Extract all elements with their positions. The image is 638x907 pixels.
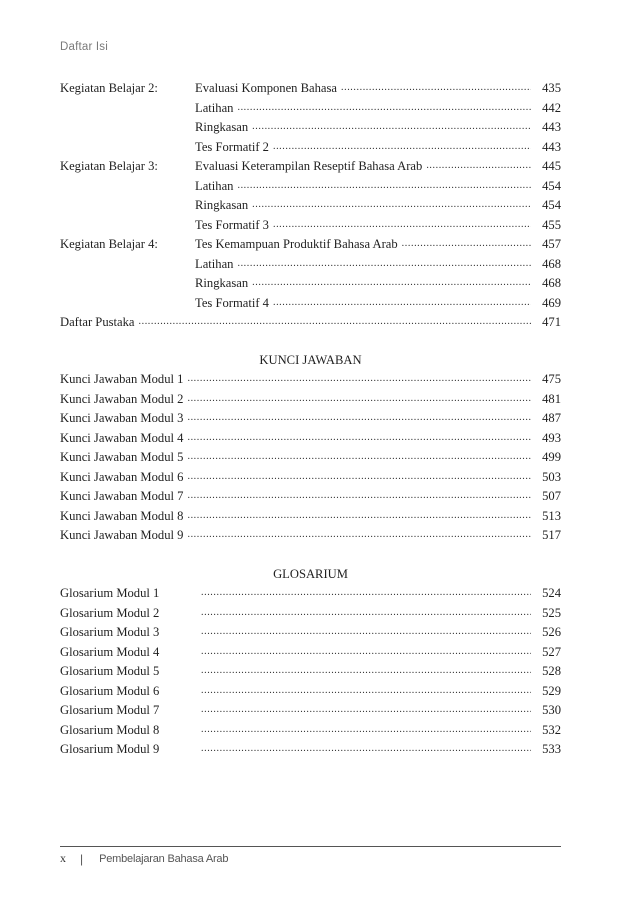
toc-entry-page: 468 [542,256,561,271]
dot-leader [201,604,531,624]
toc-entry[interactable] [60,526,561,546]
toc-entry-title: Latihan [195,100,234,115]
toc-entry-page: 481 [542,391,561,406]
toc-entry-page: 526 [542,625,561,639]
toc-entry-title: Glosarium Modul 6 [60,683,160,698]
dot-leader [187,487,531,507]
toc-entry[interactable] [60,487,561,507]
dot-leader [402,235,531,255]
toc-entry-title: Evaluasi Komponen Bahasa [195,81,337,95]
toc-entry-page: 475 [542,372,561,386]
toc-entry-title: Tes Formatif 3 [195,217,269,232]
footer-divider [60,846,561,847]
dot-leader [201,740,531,760]
toc-entry[interactable] [60,507,561,527]
toc-entry-title: Kunci Jawaban Modul 7 [60,489,184,503]
toc-entry[interactable] [60,390,561,410]
toc-entry[interactable] [60,721,561,741]
toc-entry-page: 527 [542,644,561,659]
dot-leader [252,196,531,216]
toc-entry[interactable] [60,274,561,294]
dot-leader [187,370,531,390]
dot-leader [201,662,531,682]
dot-leader [273,294,531,314]
toc-entry[interactable] [60,662,561,682]
toc-entry[interactable] [60,604,561,624]
dot-leader [187,526,531,546]
dot-leader [426,157,531,177]
toc-entry-title: Glosarium Modul 9 [60,742,160,756]
toc-entry-page: 507 [542,489,561,503]
toc-entry-title: Kunci Jawaban Modul 6 [60,469,184,484]
dot-leader [252,118,531,138]
toc-entry[interactable] [60,448,561,468]
toc-entry[interactable] [60,370,561,390]
toc-entry-title: Glosarium Modul 4 [60,644,160,659]
dot-leader [187,468,531,488]
kunci-jawaban-list [60,370,561,546]
toc-entry-page: 533 [542,742,561,756]
toc-entry-page: 517 [542,528,561,542]
toc-entry-title: Kunci Jawaban Modul 3 [60,411,184,425]
toc-entry[interactable] [60,682,561,702]
toc-entry[interactable] [60,255,561,275]
toc-entry[interactable] [60,177,561,197]
page-footer [60,851,228,866]
toc-entry-page: 469 [542,295,561,310]
toc-entry-page: 530 [542,703,561,717]
toc-entry-title: Ringkasan [195,276,249,290]
footer-separator: | [80,851,84,866]
dot-leader [201,682,531,702]
toc-entry-title: Ringkasan [195,198,249,212]
dot-leader [201,721,531,741]
toc-entry[interactable] [60,196,561,216]
toc-entry-page: 503 [542,469,561,484]
toc-entry[interactable] [60,118,561,138]
dot-leader [187,409,531,429]
toc-entry[interactable] [60,468,561,488]
toc-entry[interactable] [60,79,561,99]
toc-entry[interactable] [60,584,561,604]
dot-leader [273,138,531,158]
kunci-jawaban-heading: KUNCI JAWABAN [259,352,362,367]
toc-entry-title: Glosarium Modul 7 [60,703,160,717]
toc-entry-title: Glosarium Modul 1 [60,586,160,600]
dot-leader [187,429,531,449]
dot-leader [139,313,532,333]
toc-entry[interactable] [60,623,561,643]
running-header: Daftar Isi [60,41,109,53]
kegiatan-label: Kegiatan Belajar 4: [60,237,158,251]
toc-entry-page: 454 [542,178,561,193]
toc-entry-page: 524 [542,586,561,600]
toc-entry[interactable] [60,701,561,721]
toc-entry-title: Daftar Pustaka [60,315,135,329]
kegiatan-label: Kegiatan Belajar 3: [60,159,158,173]
page-number: x [60,851,66,865]
toc-entry-title: Glosarium Modul 3 [60,625,160,639]
toc-entry-page: 513 [542,508,561,523]
toc-entry-page: 445 [542,159,561,173]
toc-entry[interactable] [60,235,561,255]
toc-entry-page: 532 [542,722,561,737]
toc-entry-title: Latihan [195,256,234,271]
toc-entry-title: Ringkasan [195,120,249,134]
toc-entry[interactable] [60,138,561,158]
toc-entry[interactable] [60,294,561,314]
book-title: Pembelajaran Bahasa Arab [99,852,229,865]
toc-entry-page: 435 [542,81,561,95]
toc-entry-title: Kunci Jawaban Modul 8 [60,508,184,523]
toc-entry-page: 455 [542,217,561,232]
toc-entry[interactable] [60,429,561,449]
toc-entry-title: Glosarium Modul 2 [60,605,160,620]
toc-entry-page: 525 [542,605,561,620]
toc-entry-title: Tes Formatif 2 [195,139,269,154]
dot-leader [187,390,531,410]
toc-entry-title: Evaluasi Keterampilan Reseptif Bahasa Arab [195,159,423,173]
toc-entry-title: Kunci Jawaban Modul 1 [60,372,184,386]
dot-leader [273,216,531,236]
toc-entry-title: Tes Formatif 4 [195,295,269,310]
toc-entry-title: Kunci Jawaban Modul 5 [60,450,184,464]
toc-entry-page: 493 [542,430,561,445]
toc-entry-page: 454 [542,198,561,212]
toc-entry-page: 529 [542,683,561,698]
dot-leader [237,99,531,119]
toc-entries-list [60,79,561,313]
toc-entry-page: 487 [542,411,561,425]
toc-entry-title: Kunci Jawaban Modul 4 [60,430,184,445]
toc-entry[interactable] [60,157,561,177]
toc-entry-title: Glosarium Modul 5 [60,664,160,678]
toc-entry-page: 468 [542,276,561,290]
toc-entry-page: 442 [542,100,561,115]
toc-entry-page: 499 [542,450,561,464]
kegiatan-label: Kegiatan Belajar 2: [60,81,158,95]
toc-entry-page: 443 [542,139,561,154]
glosarium-list [60,584,561,760]
dot-leader [341,79,531,99]
dot-leader [252,274,531,294]
toc-entry-page: 471 [542,315,561,329]
toc-entry-page: 528 [542,664,561,678]
toc-entry-title: Tes Kemampuan Produktif Bahasa Arab [195,237,398,251]
toc-entry[interactable] [60,216,561,236]
toc-entry-daftar-pustaka[interactable] [60,313,561,333]
dot-leader [237,177,531,197]
dot-leader [187,448,531,468]
toc-entry-page: 457 [542,237,561,251]
dot-leader [201,643,531,663]
dot-leader [201,701,531,721]
glosarium-heading: GLOSARIUM [273,566,348,581]
toc-entry-title: Kunci Jawaban Modul 9 [60,528,184,542]
toc-entry-page: 443 [542,120,561,134]
dot-leader [201,623,531,643]
dot-leader [187,507,531,527]
toc-entry[interactable] [60,409,561,429]
dot-leader [201,584,531,604]
table-of-contents [60,79,561,760]
toc-entry-title: Kunci Jawaban Modul 2 [60,391,184,406]
toc-entry-title: Latihan [195,178,234,193]
toc-entry[interactable] [60,740,561,760]
toc-entry[interactable] [60,99,561,119]
toc-entry-title: Glosarium Modul 8 [60,722,160,737]
toc-entry[interactable] [60,643,561,663]
dot-leader [237,255,531,275]
